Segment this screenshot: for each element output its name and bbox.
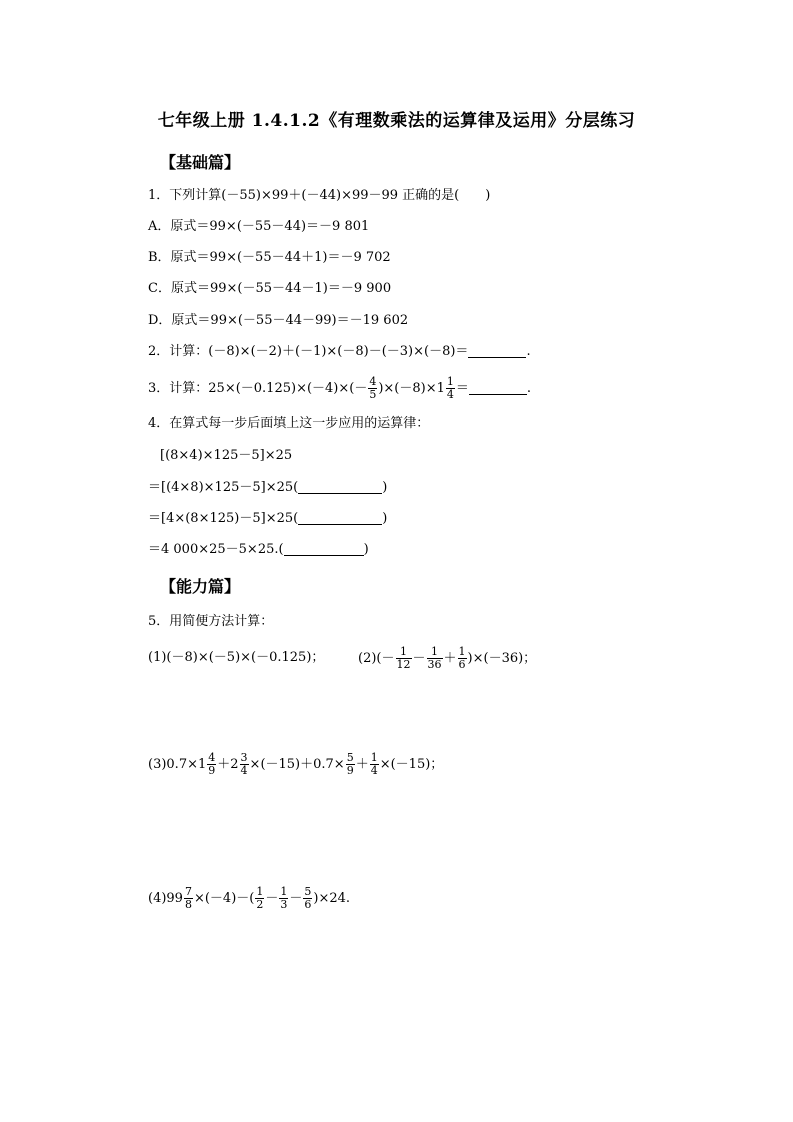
- equals-sign: ＝: [455, 381, 469, 396]
- fraction: $\frac{1}{36}$: [427, 645, 442, 671]
- fraction: $\frac{7}{8}$: [184, 885, 192, 911]
- question-1-option-a: A．原式＝99×(－55－44)＝－9 801: [148, 219, 370, 234]
- question-2: [148, 342, 531, 362]
- question-5-part-2: (2)(－ $\frac{1}{12}$ － $\frac{1}{36}$ ＋ $\frac{1}{6}$ )×(－36)；: [358, 645, 537, 671]
- question-4-line-4: ＝4 000×25－5×25.( ): [148, 542, 369, 557]
- fraction: $\frac{4}{9}$: [208, 751, 216, 777]
- question-5-part-3: (3)0.7×1 $\frac{4}{9}$ ＋2 $\frac{3}{4}$ ×(－15)＋0.7× $\frac{5}{9}$ ＋ $\frac{1}{4}$ ×(－15)；: [148, 751, 444, 777]
- question-1-option-b: B．原式＝99×(－55－44＋1)＝－9 702: [148, 250, 391, 265]
- answer-blank[interactable]: [469, 380, 527, 395]
- section-basic-heading: 【基础篇】: [160, 153, 241, 172]
- question-4-stem: 4．在算式每一步后面填上这一步应用的运算律：: [148, 416, 430, 431]
- question-4-line-1: [(8×4)×125－5]×25: [160, 448, 293, 463]
- section-ability-heading: 【能力篇】: [160, 577, 241, 596]
- answer-blank[interactable]: [468, 343, 526, 358]
- page-title: 七年级上册 1.4.1.2《有理数乘法的运算律及运用》分层练习: [157, 111, 636, 131]
- fraction: $\frac{1}{6}$: [458, 645, 466, 671]
- fraction: $\frac{5}{6}$: [304, 885, 312, 911]
- fraction: $\frac{1}{4}$: [446, 375, 454, 401]
- fraction: $\frac{1}{2}$: [256, 885, 264, 911]
- fraction: $\frac{3}{4}$: [240, 751, 248, 777]
- answer-blank[interactable]: [298, 479, 382, 494]
- question-4-step: ＝4 000×25－5×25.(: [148, 542, 284, 557]
- question-4-line-3: ＝[4×(8×125)－5]×25( ): [148, 511, 388, 526]
- answer-blank[interactable]: [298, 510, 382, 525]
- question-3-text-mid: )×(－8)×1: [378, 381, 445, 396]
- question-1-option-d: D．原式＝99×(－55－44－99)＝－19 602: [148, 313, 409, 328]
- question-3: [148, 376, 531, 401]
- question-1-option-c: C．原式＝99×(－55－44－1)＝－9 900: [148, 281, 392, 296]
- fraction: $\frac{1}{4}$: [370, 751, 378, 777]
- question-5-stem: 5．用简便方法计算：: [148, 614, 274, 629]
- fraction: $\frac{1}{3}$: [280, 885, 288, 911]
- fraction: $\frac{1}{12}$: [396, 645, 411, 671]
- question-4-line-2: ＝[(4×8)×125－5]×25( ): [148, 480, 388, 495]
- question-2-end: .: [526, 344, 531, 359]
- question-4-step: ＝[4×(8×125)－5]×25(: [148, 511, 299, 526]
- question-3-end: .: [526, 381, 532, 396]
- fraction: $\frac{5}{9}$: [346, 751, 354, 777]
- answer-blank[interactable]: [284, 541, 364, 556]
- question-1-stem: 1．下列计算(－55)×99＋(－44)×99－99 正确的是( ): [148, 188, 491, 203]
- question-5-part-4: (4)99 $\frac{7}{8}$ ×(－4)－( $\frac{1}{2}$ － $\frac{1}{3}$ － $\frac{5}{6}$ )×24.: [148, 885, 351, 911]
- question-3-text: 3．计算：25×(－0.125)×(－4)×(－: [148, 381, 368, 396]
- question-5-part-1: (1)(－8)×(－5)×(－0.125)；: [148, 650, 325, 665]
- question-4-step: ＝[(4×8)×125－5]×25(: [148, 480, 299, 495]
- fraction: $\frac{4}{5}$: [369, 375, 377, 401]
- question-2-text: 2．计算：(－8)×(－2)＋(－1)×(－8)－(－3)×(－8)＝: [148, 344, 469, 359]
